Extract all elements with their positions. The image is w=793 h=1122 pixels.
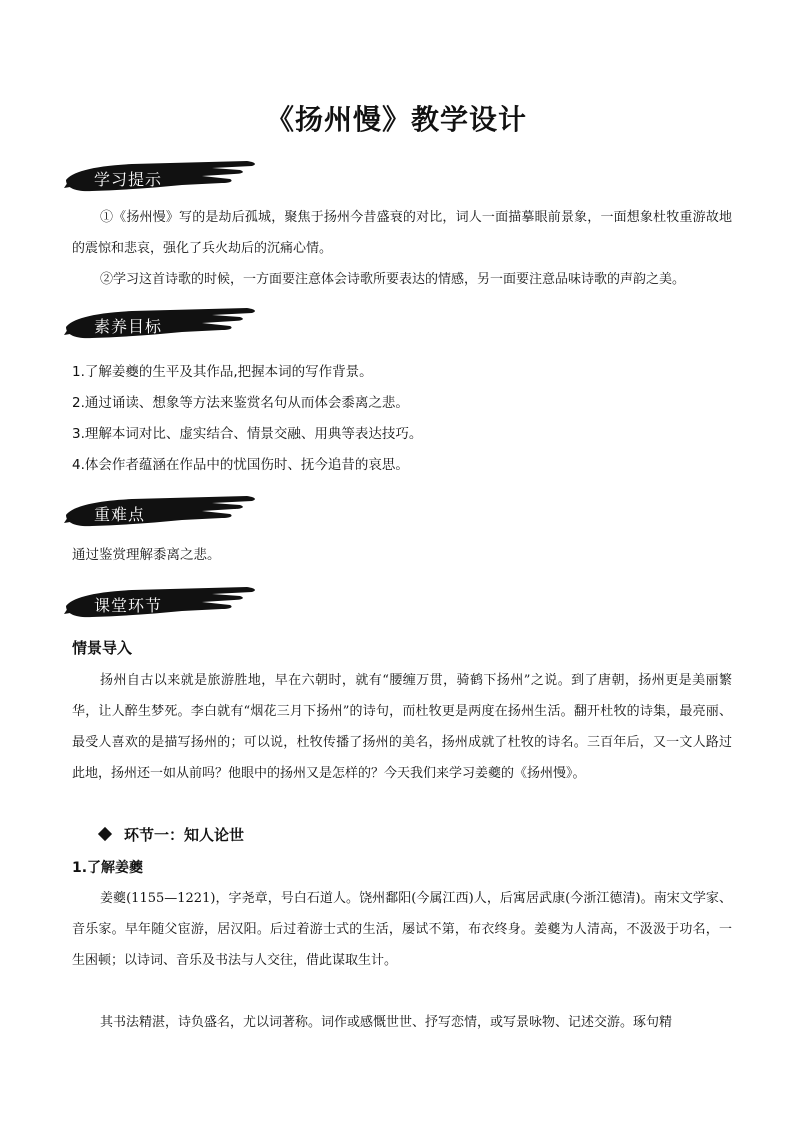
goals-list [72, 357, 732, 481]
page-title: 《扬州慢》教学设计 [265, 103, 527, 136]
step-heading-text: 环节一：知人论世 [124, 826, 245, 844]
section-label-class: 课堂环节 [94, 596, 163, 615]
section-banner-class [62, 584, 262, 624]
list-item: 4.体会作者蕴涵在作品中的忧国伤时、抚今追昔的哀思。 [72, 457, 409, 473]
section-banner-tips [62, 158, 262, 198]
section-label-key: 重难点 [94, 505, 146, 524]
tips-paragraph-1: ①《扬州慢》写的是劫后孤城，聚焦于扬州今昔盛衰的对比，词人一面描摹眼前景象，一面想象杜牧重游故地的震惊和悲哀，强化了兵火劫后的沉痛心情。 [72, 210, 732, 256]
bio-paragraph-1: 姜夔(1155—1221)，字尧章，号白石道人。饶州鄱阳(今属江西)人，后寓居武康(今浙江德清)。南宋文学家、音乐家。早年随父宦游，居汉阳。后过着游士式的生活，屡试不第，布衣终身。姜夔为人清高，不汲汲于功名，一生困顿；以诗词、音乐及书法与人交往，借此谋取生计。 [72, 891, 732, 968]
list-item: 1.了解姜夔的生平及其作品,把握本词的写作背景。 [72, 364, 373, 380]
diamond-bullet-icon [98, 827, 112, 841]
key-points [72, 540, 732, 571]
key-points-text: 通过鉴赏理解黍离之悲。 [72, 547, 221, 563]
section-label-goals: 素养目标 [94, 317, 163, 336]
section-label-tips: 学习提示 [94, 170, 163, 189]
intro-paragraph: 扬州自古以来就是旅游胜地，早在六朝时，就有“腰缠万贯，骑鹤下扬州”之说。到了唐朝，扬州更是美丽繁华，让人醉生梦死。李白就有“烟花三月下扬州”的诗句，而杜牧更是两度在扬州生活。翻开杜牧的诗集，最亮丽、最受人喜欢的是描写扬州的；可以说，杜牧传播了扬州的美名，扬州成就了杜牧的诗名。三百年后，又一文人路过此地，扬州还一如从前吗？他眼中的扬州又是怎样的？今天我们来学习姜夔的《扬州慢》。 [72, 673, 732, 781]
list-item: 3.理解本词对比、虚实结合、情景交融、用典等表达技巧。 [72, 426, 423, 442]
ink-brush-icon [62, 493, 262, 533]
tips-paragraph-2: ②学习这首诗歌的时候，一方面要注意体会诗歌所要表达的情感，另一面要注意品味诗歌的声韵之美。 [100, 272, 686, 287]
subsection-heading: 1.了解姜夔 [72, 860, 144, 876]
section-banner-key [62, 493, 262, 533]
step-heading [100, 824, 244, 845]
bio-paragraph-2: 其书法精湛，诗负盛名，尤以词著称。词作或感慨世世、抒写恋情，或写景咏物、记述交游。琢句精 [100, 1015, 673, 1030]
section-banner-goals [62, 305, 262, 345]
intro-heading: 情景导入 [72, 639, 133, 657]
list-item: 2.通过诵读、想象等方法来鉴赏名句从而体会黍离之悲。 [72, 395, 409, 411]
